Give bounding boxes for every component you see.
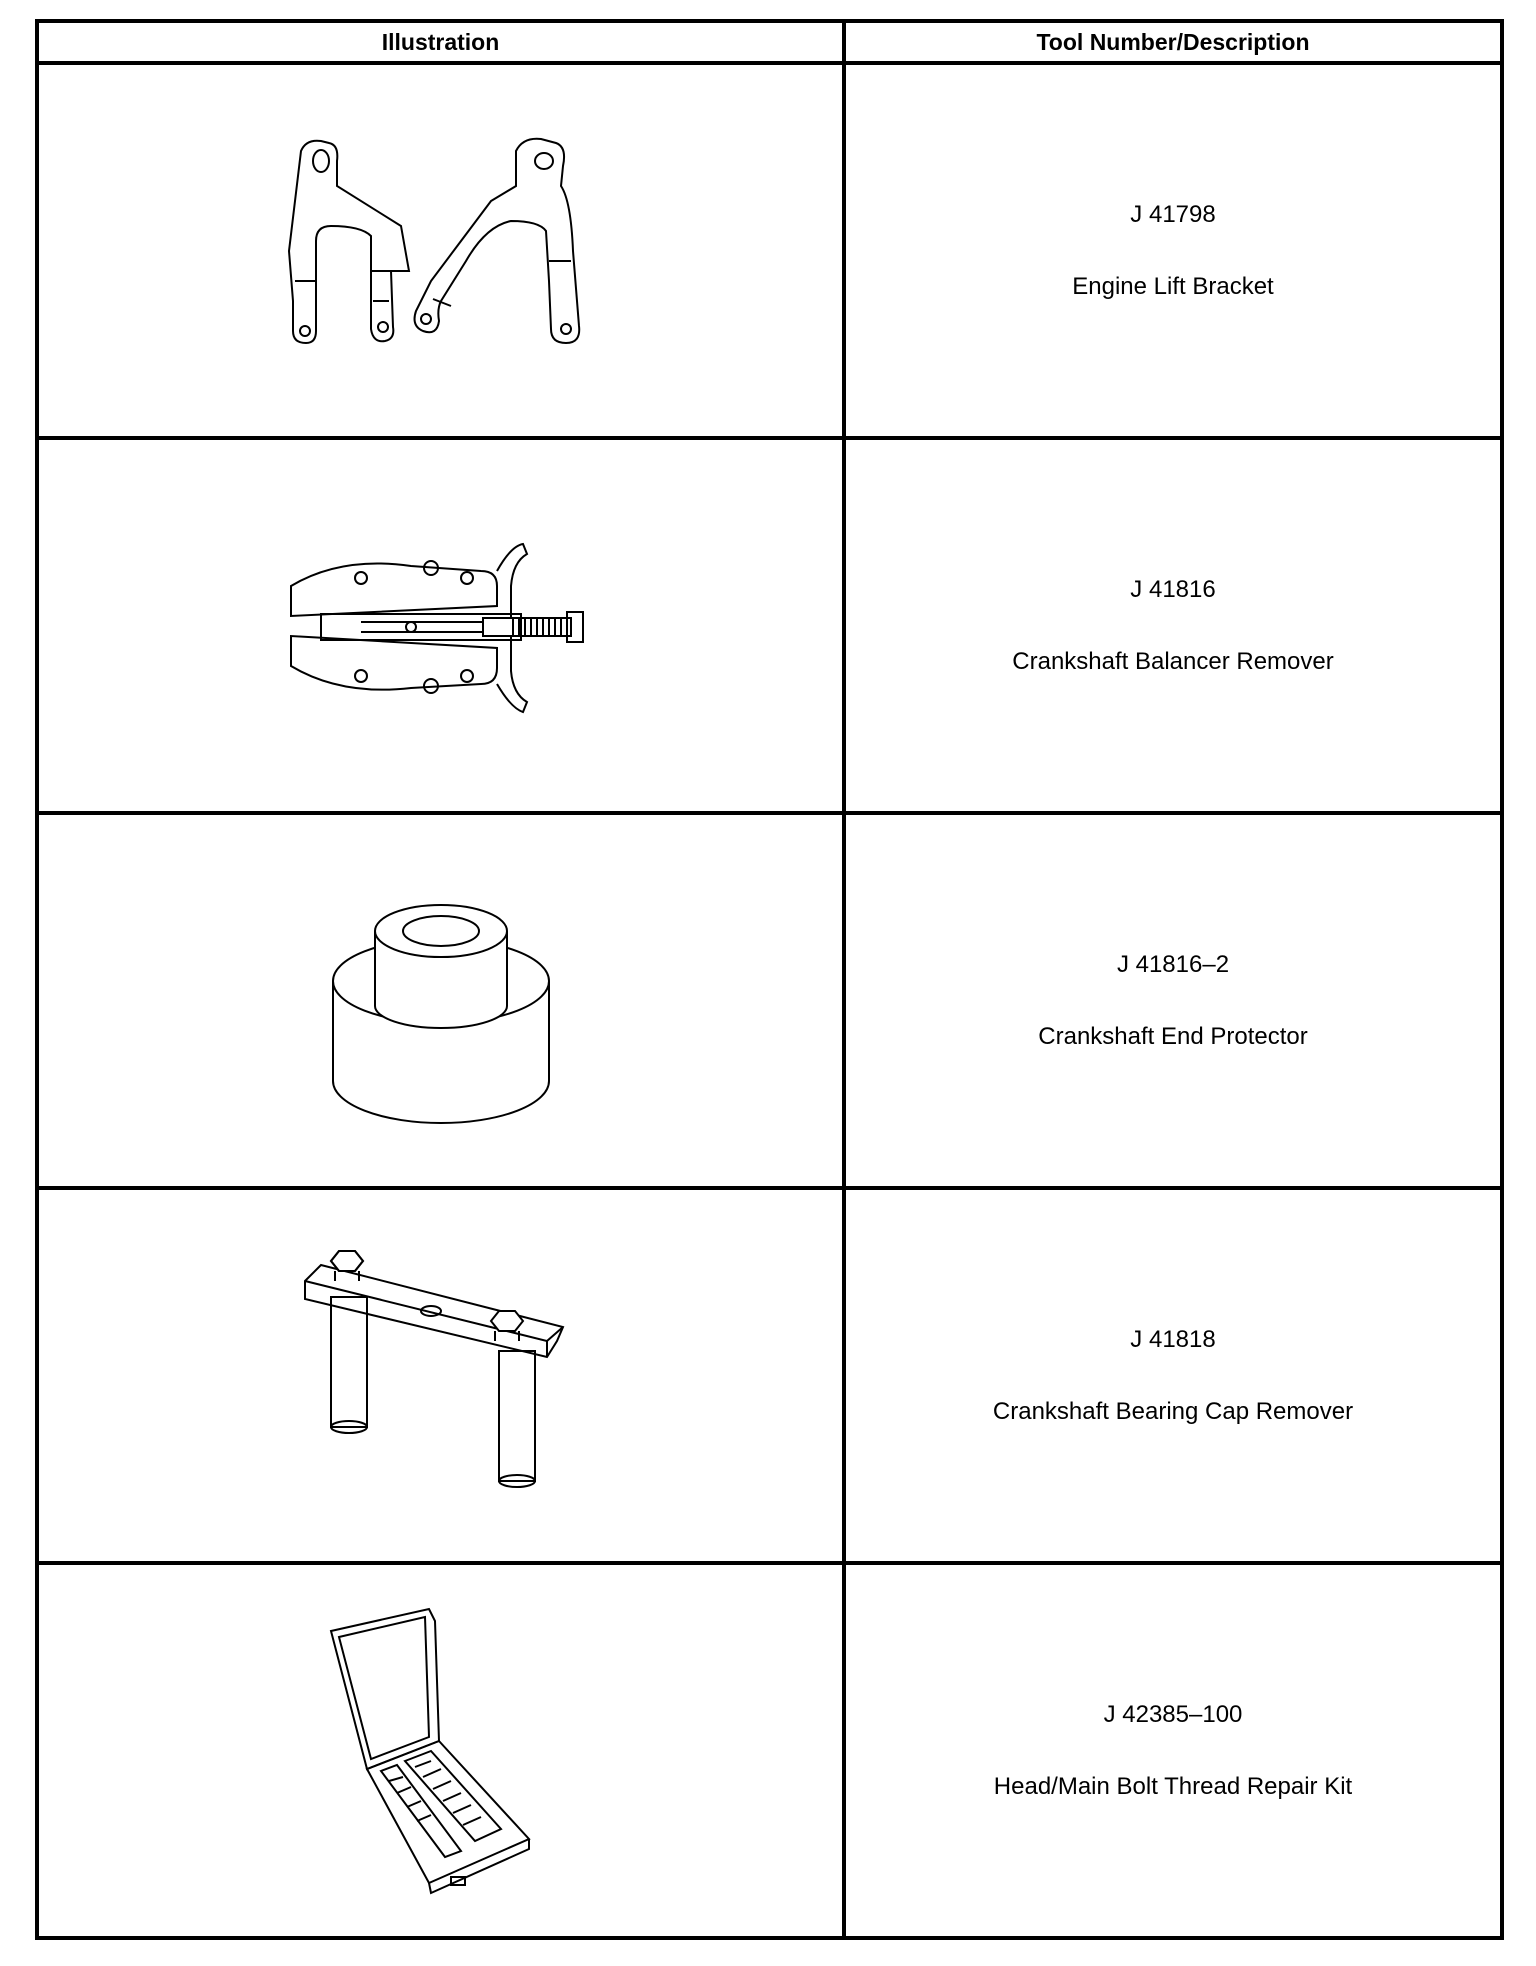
thread-repair-kit-icon [311,1601,571,1901]
tool-number: J 41818 [1130,1325,1216,1353]
description-cell [844,1188,1502,1563]
tool-number: J 41816–2 [1116,950,1230,978]
tool-name: Crankshaft End Protector [1038,1022,1308,1050]
description-cell [844,813,1502,1188]
end-protector-icon [321,871,561,1131]
balancer-remover-icon [261,526,621,726]
header-row [37,21,1502,63]
description-cell [844,63,1502,438]
table-row [37,63,1502,438]
illustration-cell [37,1563,844,1938]
table-row [37,438,1502,813]
table-row [37,1188,1502,1563]
tool-table [35,19,1504,1940]
tool-number: J 41798 [1130,200,1216,228]
tool-name: Crankshaft Bearing Cap Remover [992,1397,1354,1425]
bearing-cap-remover-icon [291,1241,591,1511]
tool-name: Head/Main Bolt Thread Repair Kit [993,1772,1353,1800]
description-cell [844,1563,1502,1938]
description-cell [844,438,1502,813]
tool-name: Crankshaft Balancer Remover [1012,647,1334,675]
engine-lift-bracket-icon [261,131,621,371]
illustration-cell [37,813,844,1188]
table-row [37,813,1502,1188]
illustration-cell [37,1188,844,1563]
tool-name: Engine Lift Bracket [1072,272,1274,300]
header-illustration: Illustration [37,21,844,63]
tool-number: J 41816 [1130,575,1216,603]
table-row [37,1563,1502,1938]
illustration-cell [37,438,844,813]
tool-number: J 42385–100 [1103,1700,1243,1728]
illustration-cell [37,63,844,438]
header-description: Tool Number/Description [844,21,1502,63]
